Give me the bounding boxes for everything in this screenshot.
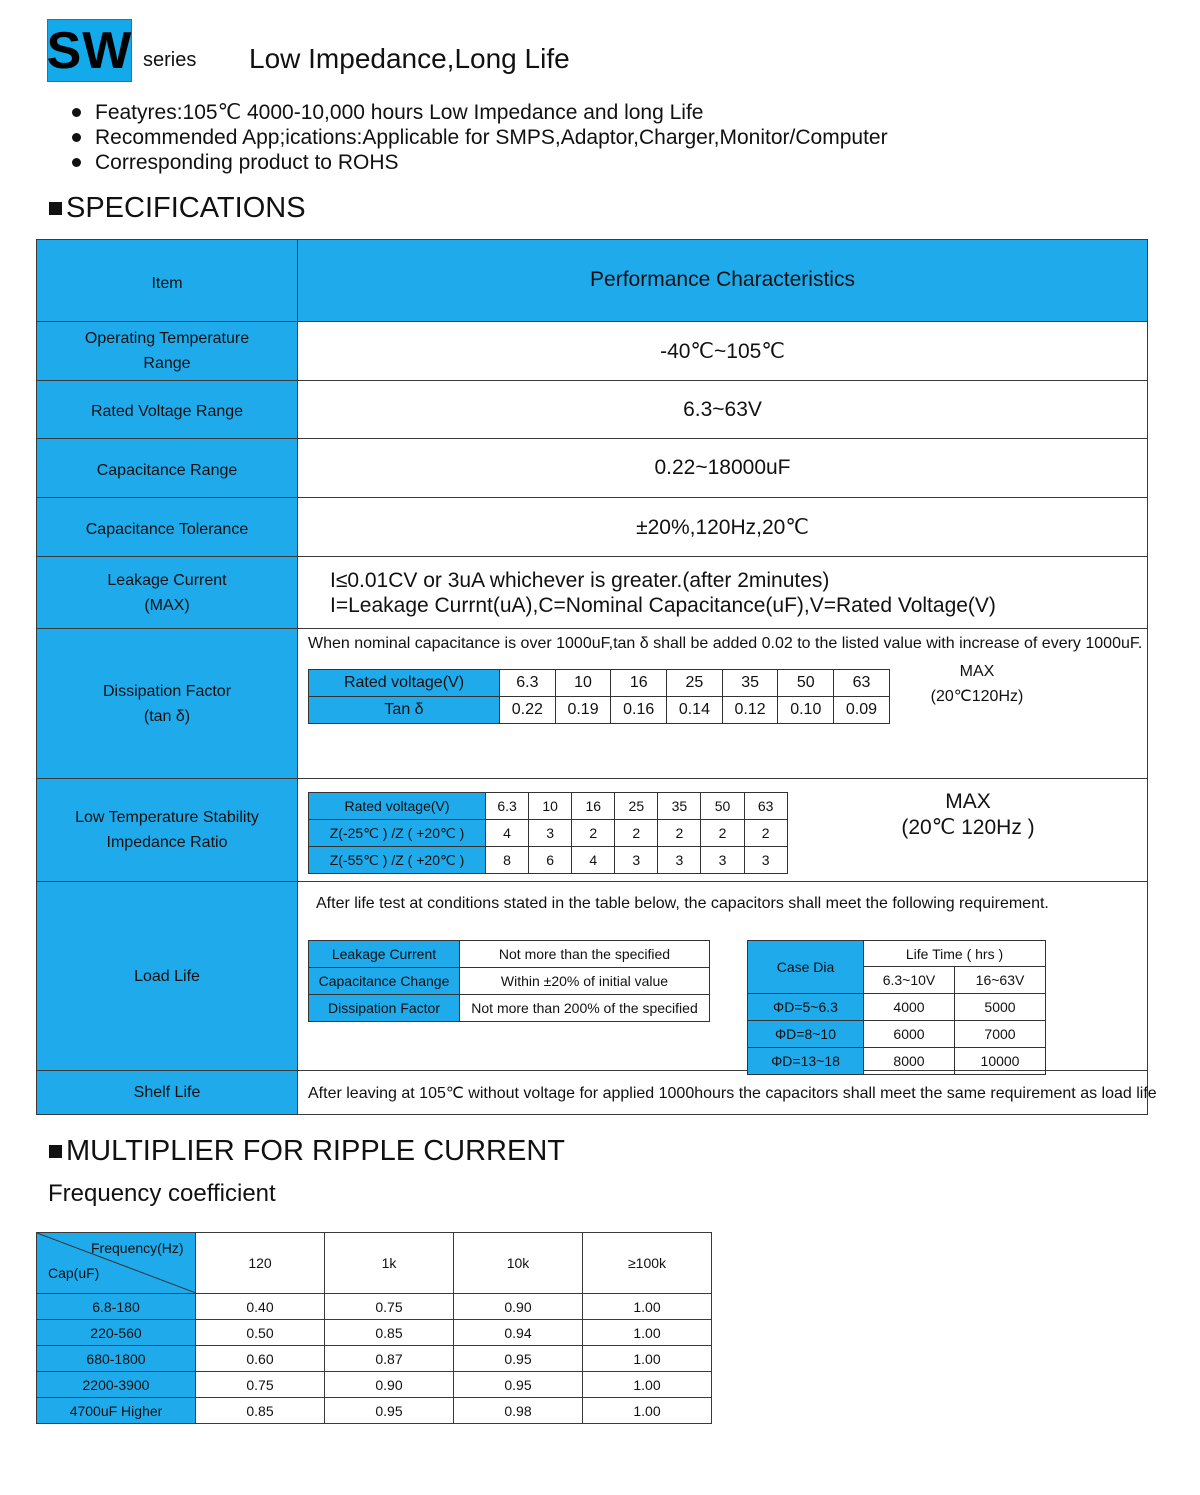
performance-header: Performance Characteristics bbox=[298, 240, 1148, 322]
table-cell: 1.00 bbox=[583, 1398, 712, 1424]
table-row bbox=[309, 941, 710, 968]
table-cell: 35 bbox=[722, 670, 778, 697]
table-row bbox=[37, 439, 1148, 498]
table-cell: 10 bbox=[529, 793, 572, 820]
max-label: MAX bbox=[959, 663, 995, 680]
table-cell: 50 bbox=[778, 670, 834, 697]
corner-header bbox=[37, 1233, 196, 1294]
table-cell: 0.14 bbox=[667, 697, 723, 724]
table-cell: 0.95 bbox=[454, 1346, 583, 1372]
table-cell: 0.87 bbox=[325, 1346, 454, 1372]
table-cell: 0.98 bbox=[454, 1398, 583, 1424]
capacitance-range-label: Capacitance Range bbox=[37, 439, 298, 498]
table-row bbox=[37, 498, 1148, 557]
table-row bbox=[309, 670, 890, 697]
table-row bbox=[748, 941, 1046, 967]
table-row bbox=[37, 629, 1148, 779]
leakage-current-value bbox=[298, 557, 1148, 629]
table-header-row bbox=[37, 240, 1148, 322]
table-row bbox=[37, 557, 1148, 629]
label-line: Low Temperature Stability bbox=[75, 809, 259, 826]
label-line: Operating Temperature bbox=[84, 330, 250, 347]
table-row bbox=[37, 381, 1148, 439]
series-logo bbox=[47, 19, 132, 82]
table-cell: 4 bbox=[486, 820, 529, 847]
table-cell: 2 bbox=[615, 820, 658, 847]
leakage-current-label bbox=[37, 557, 298, 629]
max-condition: (20℃ 120Hz ) bbox=[901, 816, 1035, 839]
frequency-header: 1k bbox=[325, 1233, 454, 1294]
rated-voltage-row-label: Rated voltage(V) bbox=[309, 670, 500, 697]
specifications-heading bbox=[49, 192, 306, 225]
table-row bbox=[37, 1398, 712, 1424]
table-row bbox=[309, 793, 788, 820]
label-line: Dissipation Factor bbox=[102, 682, 232, 700]
table-cell: 0.85 bbox=[325, 1320, 454, 1346]
z55-row-label: Z(-55℃ ) /Z ( +20℃ ) bbox=[309, 847, 486, 874]
table-row bbox=[37, 1071, 1148, 1115]
table-cell: 16 bbox=[572, 793, 615, 820]
table-cell: 63 bbox=[834, 670, 890, 697]
dissipation-factor-value bbox=[298, 629, 1148, 779]
requirement-value: Not more than the specified bbox=[460, 941, 710, 968]
table-row bbox=[309, 697, 890, 724]
leakage-formula: I≤0.01CV or 3uA whichever is greater.(after 2minutes) bbox=[330, 568, 830, 592]
shelf-life-value: After leaving at 105℃ without voltage for applied 1000hours the capacitors shall meet the same requirement as load life bbox=[298, 1071, 1148, 1115]
table-cell: 0.75 bbox=[196, 1372, 325, 1398]
table-cell: 6 bbox=[529, 847, 572, 874]
feature-item: Corresponding product to ROHS bbox=[68, 150, 888, 175]
table-cell: 16 bbox=[611, 670, 667, 697]
table-cell: 0.16 bbox=[611, 697, 667, 724]
table-cell: 63 bbox=[744, 793, 787, 820]
table-cell: 0.12 bbox=[722, 697, 778, 724]
table-row bbox=[309, 820, 788, 847]
label-line: Range bbox=[143, 355, 191, 372]
frequency-coefficient-title: Frequency coefficient bbox=[48, 1180, 276, 1207]
case-dia-cell: ΦD=8~10 bbox=[748, 1021, 864, 1048]
requirement-value: Not more than 200% of the specified bbox=[460, 995, 710, 1022]
table-cell: 10 bbox=[555, 670, 611, 697]
table-cell: 2 bbox=[701, 820, 744, 847]
table-cell: 10000 bbox=[955, 1048, 1046, 1075]
table-cell: 0.95 bbox=[454, 1372, 583, 1398]
case-dia-cell: ΦD=5~6.3 bbox=[748, 994, 864, 1021]
feature-item: Featyres:105℃ 4000-10,000 hours Low Impedance and long Life bbox=[68, 100, 888, 125]
table-cell: 3 bbox=[744, 847, 787, 874]
shelf-life-label: Shelf Life bbox=[37, 1071, 298, 1115]
table-cell: 35 bbox=[658, 793, 701, 820]
table-cell: 8 bbox=[486, 847, 529, 874]
capacitance-range-value: 0.22~18000uF bbox=[298, 439, 1148, 498]
load-life-note: After life test at conditions stated in the table below, the capacitors shall meet the following requirement. bbox=[316, 895, 1049, 912]
table-cell: 4000 bbox=[864, 994, 955, 1021]
life-time-header: Life Time ( hrs ) bbox=[864, 941, 1046, 967]
table-cell: 0.50 bbox=[196, 1320, 325, 1346]
label-line: Impedance Ratio bbox=[106, 834, 228, 851]
load-life-value bbox=[298, 882, 1148, 1071]
square-bullet-icon bbox=[49, 1145, 62, 1158]
frequency-header: 10k bbox=[454, 1233, 583, 1294]
operating-temperature-label bbox=[37, 322, 298, 381]
table-cell: 2 bbox=[572, 820, 615, 847]
low-temperature-label bbox=[37, 779, 298, 882]
dissipation-factor-label bbox=[37, 629, 298, 779]
requirement-item: Leakage Current bbox=[309, 941, 460, 968]
requirement-value: Within ±20% of initial value bbox=[460, 968, 710, 995]
table-cell: 1.00 bbox=[583, 1294, 712, 1320]
specifications-table bbox=[36, 239, 1157, 1115]
operating-temperature-value: -40℃~105℃ bbox=[298, 322, 1148, 381]
requirement-item: Dissipation Factor bbox=[309, 995, 460, 1022]
table-row bbox=[748, 1021, 1046, 1048]
frequency-axis-label: Frequency(Hz) bbox=[91, 1240, 184, 1256]
label-line: Leakage Current bbox=[107, 571, 227, 589]
table-cell: 8000 bbox=[864, 1048, 955, 1075]
table-cell: 1.00 bbox=[583, 1320, 712, 1346]
table-cell: 2 bbox=[658, 820, 701, 847]
series-label: series bbox=[143, 49, 197, 71]
rated-voltage-row-label: Rated voltage(V) bbox=[309, 793, 486, 820]
voltage-column-header: 16~63V bbox=[955, 967, 1046, 994]
table-cell: 25 bbox=[667, 670, 723, 697]
table-cell: 0.90 bbox=[325, 1372, 454, 1398]
table-row bbox=[37, 882, 1148, 1071]
table-cell: 0.95 bbox=[325, 1398, 454, 1424]
table-row bbox=[309, 847, 788, 874]
logo-text: SW bbox=[46, 21, 133, 80]
dissipation-note: When nominal capacitance is over 1000uF,tan δ shall be added 0.02 to the listed value with increase of every 1000uF. bbox=[308, 635, 1143, 652]
z25-row-label: Z(-25℃ ) /Z ( +20℃ ) bbox=[309, 820, 486, 847]
table-cell: 6000 bbox=[864, 1021, 955, 1048]
load-life-requirements-table bbox=[308, 940, 710, 1022]
case-dia-header: Case Dia bbox=[748, 941, 864, 994]
load-life-label: Load Life bbox=[37, 882, 298, 1071]
cap-range-cell: 220-560 bbox=[37, 1320, 196, 1346]
table-cell: 6.3 bbox=[500, 670, 556, 697]
table-cell: 50 bbox=[701, 793, 744, 820]
dissipation-max-note bbox=[910, 659, 1044, 709]
tan-delta-table bbox=[308, 669, 890, 724]
requirement-item: Capacitance Change bbox=[309, 968, 460, 995]
feature-item: Recommended App;ications:Applicable for SMPS,Adaptor,Charger,Monitor/Computer bbox=[68, 125, 888, 150]
table-cell: 4 bbox=[572, 847, 615, 874]
table-row bbox=[37, 1320, 712, 1346]
label-line: (MAX) bbox=[144, 596, 190, 614]
rated-voltage-label: Rated Voltage Range bbox=[37, 381, 298, 439]
cap-axis-label: Cap(uF) bbox=[48, 1265, 100, 1281]
table-row bbox=[309, 968, 710, 995]
tan-delta-row-label: Tan δ bbox=[309, 697, 500, 724]
leakage-legend: I=Leakage Currnt(uA),C=Nominal Capacitance(uF),V=Rated Voltage(V) bbox=[330, 593, 996, 617]
table-row bbox=[37, 1294, 712, 1320]
table-cell: 2 bbox=[744, 820, 787, 847]
table-row bbox=[309, 995, 710, 1022]
table-cell: 7000 bbox=[955, 1021, 1046, 1048]
table-header-row bbox=[37, 1233, 712, 1294]
capacitance-tolerance-label: Capacitance Tolerance bbox=[37, 498, 298, 557]
table-cell: 0.60 bbox=[196, 1346, 325, 1372]
page-headline: Low Impedance,Long Life bbox=[249, 43, 570, 74]
cap-range-cell: 680-1800 bbox=[37, 1346, 196, 1372]
cap-range-cell: 2200-3900 bbox=[37, 1372, 196, 1398]
max-label: MAX bbox=[945, 790, 991, 813]
frequency-header: 120 bbox=[196, 1233, 325, 1294]
table-row bbox=[37, 779, 1148, 882]
impedance-ratio-table bbox=[308, 792, 788, 874]
table-cell: 1.00 bbox=[583, 1346, 712, 1372]
table-cell: 0.22 bbox=[500, 697, 556, 724]
table-cell: 3 bbox=[529, 820, 572, 847]
max-condition: (20℃120Hz) bbox=[930, 688, 1024, 705]
table-cell: 0.94 bbox=[454, 1320, 583, 1346]
table-cell: 3 bbox=[615, 847, 658, 874]
label-line: (tan δ) bbox=[143, 707, 191, 725]
table-cell: 25 bbox=[615, 793, 658, 820]
table-cell: 0.40 bbox=[196, 1294, 325, 1320]
table-cell: 0.85 bbox=[196, 1398, 325, 1424]
table-cell: 0.90 bbox=[454, 1294, 583, 1320]
voltage-column-header: 6.3~10V bbox=[864, 967, 955, 994]
table-cell: 0.10 bbox=[778, 697, 834, 724]
table-cell: 6.3 bbox=[486, 793, 529, 820]
table-row bbox=[37, 322, 1148, 381]
capacitance-tolerance-value: ±20%,120Hz,20℃ bbox=[298, 498, 1148, 557]
table-cell: 0.19 bbox=[555, 697, 611, 724]
specifications-title: SPECIFICATIONS bbox=[66, 192, 306, 224]
life-time-table bbox=[747, 940, 1046, 1075]
square-bullet-icon bbox=[49, 202, 62, 215]
cap-range-cell: 4700uF Higher bbox=[37, 1398, 196, 1424]
table-cell: 0.09 bbox=[834, 697, 890, 724]
table-cell: 1.00 bbox=[583, 1372, 712, 1398]
item-header: Item bbox=[37, 240, 298, 322]
table-cell: 3 bbox=[658, 847, 701, 874]
table-cell: 0.75 bbox=[325, 1294, 454, 1320]
low-temperature-value bbox=[298, 779, 1148, 882]
rated-voltage-value: 6.3~63V bbox=[298, 381, 1148, 439]
table-row bbox=[748, 994, 1046, 1021]
frequency-coefficient-table bbox=[36, 1232, 712, 1424]
table-row bbox=[37, 1372, 712, 1398]
ripple-heading bbox=[49, 1135, 565, 1168]
table-row bbox=[748, 1048, 1046, 1075]
frequency-header: ≥100k bbox=[583, 1233, 712, 1294]
case-dia-cell: ΦD=13~18 bbox=[748, 1048, 864, 1075]
table-cell: 3 bbox=[701, 847, 744, 874]
cap-range-cell: 6.8-180 bbox=[37, 1294, 196, 1320]
table-cell: 5000 bbox=[955, 994, 1046, 1021]
feature-list bbox=[68, 100, 888, 175]
low-temperature-max-note bbox=[858, 789, 1078, 841]
ripple-title: MULTIPLIER FOR RIPPLE CURRENT bbox=[66, 1135, 565, 1167]
table-row bbox=[37, 1346, 712, 1372]
